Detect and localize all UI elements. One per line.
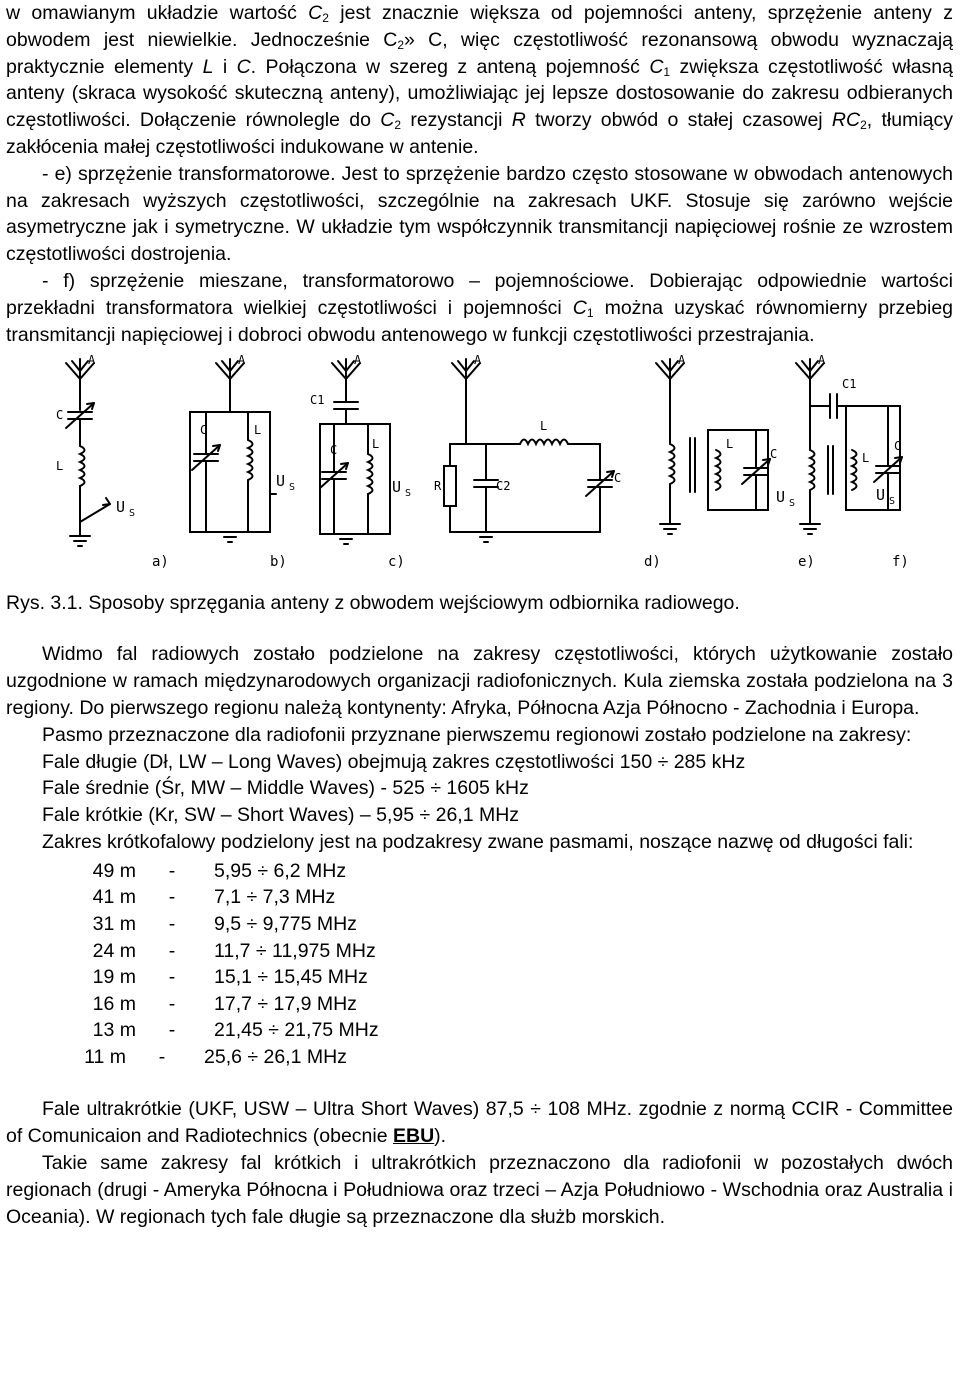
band-row: 16 m - 17,7 ÷ 17,9 MHz (92, 992, 357, 1015)
ebu-link[interactable]: EBU (392, 1125, 435, 1148)
svg-text:A: A (354, 354, 362, 368)
label-l: L (56, 459, 64, 474)
band-row: 41 m - 7,1 ÷ 7,3 MHz (92, 886, 336, 909)
label-c-sub: c) (388, 554, 405, 571)
svg-text:L: L (254, 423, 262, 438)
circuit-a (56, 354, 169, 570)
svg-text:C: C (894, 439, 902, 454)
spacer (6, 1070, 953, 1096)
svg-text:A: A (818, 354, 826, 368)
svg-text:C: C (330, 443, 338, 458)
circuit-c (310, 354, 411, 570)
paragraph-coupling-e: - e) sprzężenie transformatorowe. Jest to sprzężenie bardzo często stosowane w obwodach antenowych na zakresach wyższych częstotliwości, szczególnie na zakresach UKF. Stosuje się zarówno wejście asymetryczne jak i symetryczne. W układzie tym współczynnik transmitancji napięciowej rośnie ze wzrostem częstotliwości dostrojenia. (6, 162, 953, 266)
circuit-b (190, 354, 295, 570)
svg-text:S: S (129, 508, 136, 520)
label-f: f) (892, 554, 909, 571)
circuit-e (656, 354, 815, 570)
label-c2: C2 (496, 479, 511, 494)
svg-text:A: A (88, 354, 96, 368)
svg-text:U: U (276, 472, 286, 491)
paragraph-shortwave-bands: Zakres krótkofalowy podzielony jest na podzakresy zwane pasmami, noszące nazwę od długości fali: (42, 830, 914, 853)
svg-text:L: L (372, 437, 380, 452)
band-row: 31 m - 9,5 ÷ 9,775 MHz (92, 912, 357, 935)
svg-text:L: L (540, 419, 548, 434)
band-row: 49 m - 5,95 ÷ 6,2 MHz (92, 859, 347, 882)
label-r: R (434, 479, 442, 494)
paragraph-ukf: Fale ultrakrótkie (UKF, USW – Ultra Short Waves) 87,5 ÷ 108 MHz. zgodnie z normą CCIR - Committee of Comunicaion and Radiotechnics (obecnie EBU). (6, 1098, 953, 1148)
band-row: 13 m - 21,45 ÷ 21,75 MHz (92, 1019, 379, 1042)
svg-text:S: S (405, 488, 412, 500)
svg-text:L: L (726, 437, 734, 452)
svg-text:U: U (392, 478, 402, 497)
label-c: C (56, 408, 64, 423)
label-a: a) (152, 554, 169, 571)
svg-text:S: S (789, 498, 796, 510)
svg-text:U: U (776, 488, 786, 507)
svg-text:S: S (889, 496, 896, 508)
svg-text:L: L (862, 451, 870, 466)
figure-caption: Rys. 3.1. Sposoby sprzęgania anteny z obwodem wejściowym odbiornika radiowego. (6, 592, 740, 615)
svg-text:S: S (289, 482, 296, 494)
circuit-f (796, 354, 909, 570)
band-row: 11 m - 25,6 ÷ 26,1 MHz (84, 1045, 347, 1068)
line-long-waves: Fale długie (Dł, LW – Long Waves) obejmują zakres częstotliwości 150 ÷ 285 kHz (42, 750, 746, 773)
svg-text:C: C (614, 471, 622, 486)
svg-text:U: U (876, 486, 886, 505)
band-row: 19 m - 15,1 ÷ 15,45 MHz (92, 966, 368, 989)
line-short-waves: Fale krótkie (Kr, SW – Short Waves) – 5,95 ÷ 26,1 MHz (42, 804, 520, 827)
label-d: d) (644, 554, 661, 571)
paragraph-coupling-f: - f) sprzężenie mieszane, transformatorowo – pojemnościowe. Dobierając odpowiednie wartości przekładni transformatora wielkiej częstotliwości i pojemności $C_1$ można uzyskać równomierny przebieg transmitancji napięciowej i dobroci obwodu antenowego w funkcji częstotliwości przestrajania. (6, 269, 954, 346)
band-list (6, 858, 953, 1071)
paragraph-bands-intro: Pasmo przeznaczone dla radiofonii przyznane pierwszemu regionowi zostało podzielone na zakresy: (42, 723, 912, 746)
circuit-d (434, 354, 661, 570)
svg-text:A: A (678, 354, 686, 368)
svg-text:U: U (116, 498, 126, 517)
label-e: e) (798, 554, 815, 571)
line-medium-waves: Fale średnie (Śr, MW – Middle Waves) - 525 ÷ 1605 kHz (42, 777, 529, 800)
svg-text:C: C (200, 423, 208, 438)
circuit-schematics (40, 354, 920, 576)
paragraph-coupling-c: w omawianym układzie wartość $C_2$ jest znacznie większa od pojemności anteny, sprzężenie anteny z obwodem jest niewielkie. Jednocześnie $C_2$» C, więc częstotliwość rezonansową obwodu wyznaczają praktycznie elementy L i C. Połączona w szereg z anteną pojemność $C_1$ zwiększa częstotliwość własną anteny (skraca wysokość skuteczną anteny), umożliwiając jej lepsze dostosowanie do zakresu odbieranych częstotliwości. Dołączenie równolegle do $C_2$ rezystancji R tworzy obwód o stałej czasowej $RC_2$, tłumiący zakłócenia małej częstotliwości indukowane w antenie. (6, 2, 954, 158)
label-c1: C1 (310, 393, 325, 408)
svg-text:A: A (474, 354, 482, 368)
svg-text:C: C (770, 447, 778, 462)
paragraph-other-regions: Takie same zakresy fal krótkich i ultrakrótkich przeznaczono dla radiofonii w pozostałych dwóch regionach (drugi - Ameryka Północna i Południowa oraz trzeci – Azja Południowo - Wschodnia oraz Australia i Oceania). W regionach tych fale długie są przeznaczone dla służb morskich. (6, 1152, 953, 1228)
paragraph-spectrum: Widmo fal radiowych zostało podzielone na zakresy częstotliwości, których użytkowanie zostało uzgodnione w ramach międzynarodowych organizacji radiofonicznych. Kula ziemska została podzielona na 3 regiony. Do pierwszego regionu należą kontynenty: Afryka, Północna Azja Północno - Zachodnia i Europa. (6, 643, 953, 719)
svg-text:A: A (238, 354, 246, 368)
svg-text:C1: C1 (842, 377, 857, 392)
antenna-coupling-diagram (6, 354, 953, 579)
document-page (6, 0, 953, 1230)
spacer (6, 615, 953, 641)
label-b: b) (270, 554, 287, 571)
band-row: 24 m - 11,7 ÷ 11,975 MHz (92, 939, 376, 962)
